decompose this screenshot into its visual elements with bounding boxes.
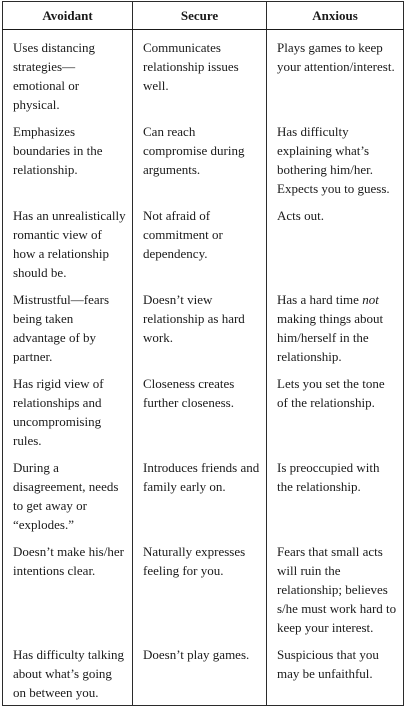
- cell-avoidant: Emphasizes boundaries in the relationship.: [3, 114, 133, 198]
- cell-avoidant: Uses distancing strategies—emotional or physical.: [3, 30, 133, 115]
- table-header-row: [3, 2, 404, 30]
- cell-text-after: making things about him/herself in the relationship.: [277, 311, 384, 364]
- table-row: [3, 637, 404, 705]
- cell-secure: Doesn’t view relationship as hard work.: [133, 282, 267, 366]
- cell-secure: Doesn’t play games.: [133, 637, 267, 705]
- cell-text-italic: not: [362, 292, 379, 307]
- attachment-styles-table-container: [2, 1, 403, 706]
- cell-anxious: [267, 282, 404, 366]
- cell-anxious: Is preoccupied with the relationship.: [267, 450, 404, 534]
- table-row: [3, 30, 404, 115]
- cell-anxious: Acts out.: [267, 198, 404, 282]
- cell-secure: Not afraid of commitment or dependency.: [133, 198, 267, 282]
- cell-anxious: Fears that small acts will ruin the relationship; believes s/he must work hard to keep your interest.: [267, 534, 404, 637]
- attachment-styles-table: [2, 1, 404, 706]
- cell-secure: Can reach compromise during arguments.: [133, 114, 267, 198]
- cell-avoidant: Has difficulty talking about what’s going on between you.: [3, 637, 133, 705]
- table-row: [3, 282, 404, 366]
- cell-anxious: Suspicious that you may be unfaithful.: [267, 637, 404, 705]
- header-secure: Secure: [133, 2, 267, 30]
- table-row: [3, 534, 404, 637]
- cell-anxious: Plays games to keep your attention/interest.: [267, 30, 404, 115]
- table-row: [3, 198, 404, 282]
- table-row: [3, 450, 404, 534]
- cell-secure: Communicates relationship issues well.: [133, 30, 267, 115]
- header-anxious: Anxious: [267, 2, 404, 30]
- cell-secure: Naturally expresses feeling for you.: [133, 534, 267, 637]
- cell-avoidant: Has an unrealistically romantic view of how a relationship should be.: [3, 198, 133, 282]
- header-avoidant: Avoidant: [3, 2, 133, 30]
- cell-avoidant: Doesn’t make his/her intentions clear.: [3, 534, 133, 637]
- cell-text-before: Has a hard time: [277, 292, 363, 307]
- cell-secure: Introduces friends and family early on.: [133, 450, 267, 534]
- cell-secure: Closeness creates further closeness.: [133, 366, 267, 450]
- cell-avoidant: Has rigid view of relationships and uncompromising rules.: [3, 366, 133, 450]
- cell-anxious: Lets you set the tone of the relationship.: [267, 366, 404, 450]
- cell-avoidant: Mistrustful—fears being taken advantage of by partner.: [3, 282, 133, 366]
- cell-anxious: Has difficulty explaining what’s bothering him/her. Expects you to guess.: [267, 114, 404, 198]
- table-row: [3, 366, 404, 450]
- cell-avoidant: During a disagreement, needs to get away or “explodes.”: [3, 450, 133, 534]
- table-row: [3, 114, 404, 198]
